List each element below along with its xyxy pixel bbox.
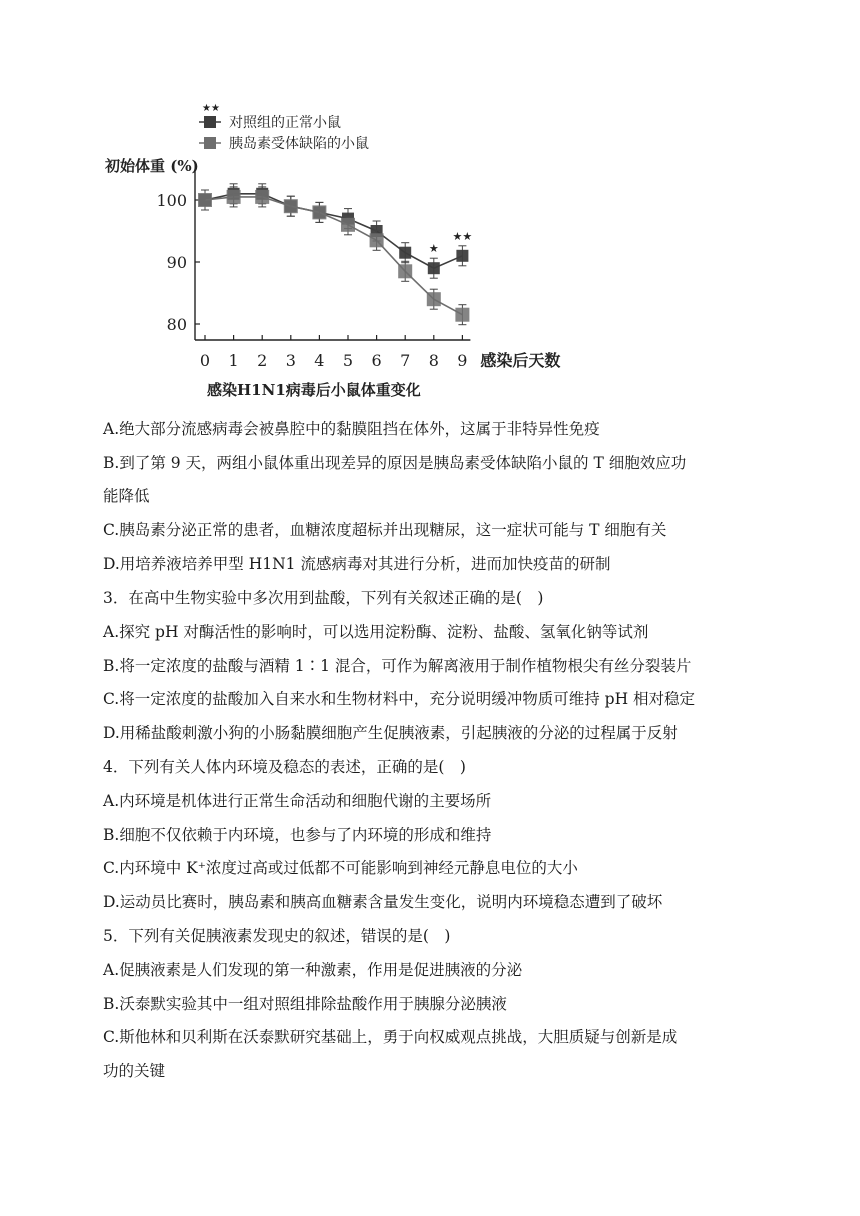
option-a-q2: A.绝大部分流感病毒会被鼻腔中的黏膜阻挡在体外，这属于非特异性免疫 — [103, 420, 600, 438]
data-point-series-0 — [399, 247, 411, 259]
option-a-q5: A.促胰液素是人们发现的第一种激素，作用是促进胰液的分泌 — [103, 961, 523, 979]
data-point-series-1 — [255, 190, 269, 204]
option-a-q3: A.探究 pH 对酶活性的影响时，可以选用淀粉酶、淀粉、盐酸、氢氧化钠等试剂 — [103, 623, 649, 641]
option-a-q4: A.内环境是机体进行正常生命活动和细胞代谢的主要场所 — [103, 792, 492, 810]
data-point-series-1 — [455, 308, 469, 322]
data-point-series-1 — [312, 205, 326, 219]
option-c-q2: C.胰岛素分泌正常的患者，血糖浓度超标并出现糖尿，这一症状可能与 T 细胞有关 — [103, 521, 667, 539]
x-axis-label: 感染后天数 — [480, 351, 561, 370]
data-point-series-1 — [198, 193, 212, 207]
question-4-stem: 4．下列有关人体内环境及稳态的表述，正确的是( ) — [103, 758, 466, 776]
series-line-1 — [205, 197, 462, 315]
option-c-q3: C.将一定浓度的盐酸加入自来水和生物材料中，充分说明缓冲物质可维持 pH 相对稳定 — [103, 690, 696, 708]
data-point-series-1 — [341, 218, 355, 232]
series-line-0 — [205, 194, 462, 268]
option-b-q5: B.沃泰默实验其中一组对照组排除盐酸作用于胰腺分泌胰液 — [103, 995, 507, 1013]
y-axis-label: 初始体重 (%) — [105, 157, 199, 175]
option-d-q3: D.用稀盐酸刺激小狗的小肠黏膜细胞产生促胰液素，引起胰液的分泌的过程属于反射 — [103, 724, 678, 742]
y-tick-label: 90 — [166, 253, 187, 272]
data-point-series-1 — [398, 264, 412, 278]
x-tick-label: 5 — [342, 351, 354, 370]
option-b-q4: B.细胞不仅依赖于内环境，也参与了内环境的形成和维持 — [103, 826, 492, 844]
x-tick-label: 1 — [228, 351, 239, 370]
data-point-series-1 — [370, 233, 384, 247]
data-point-series-1 — [227, 190, 241, 204]
weight-change-chart — [95, 95, 595, 415]
option-d-q4: D.运动员比赛时，胰岛素和胰高血糖素含量发生变化，说明内环境稳态遭到了破坏 — [103, 893, 663, 911]
legend-label-1: 胰岛素受体缺陷的小鼠 — [229, 136, 369, 152]
data-point-series-0 — [456, 250, 468, 262]
option-c-q5-cont: 功的关键 — [103, 1062, 166, 1080]
y-tick-label: 100 — [156, 191, 187, 210]
option-b-q2: B.到了第 9 天，两组小鼠体重出现差异的原因是胰岛素受体缺陷小鼠的 T 细胞效应功 — [103, 454, 687, 472]
x-tick-label: 4 — [314, 351, 325, 370]
x-tick-label: 8 — [428, 351, 439, 370]
option-c-q5: C.斯他林和贝利斯在沃泰默研究基础上，勇于向权威观点挑战，大胆质疑与创新是成 — [103, 1028, 678, 1046]
chart-title: 感染H1N1病毒后小鼠体重变化 — [207, 381, 421, 399]
option-c-q4: C.内环境中 K⁺浓度过高或过低都不可能影响到神经元静息电位的大小 — [103, 859, 578, 877]
option-b-q2-cont: 能降低 — [103, 487, 150, 505]
x-tick-label: 6 — [371, 351, 382, 370]
x-tick-label: 2 — [257, 351, 268, 370]
x-tick-label: 0 — [199, 351, 211, 370]
legend-label-0: 对照组的正常小鼠 — [229, 115, 341, 131]
data-point-series-0 — [428, 262, 440, 274]
x-tick-label: 3 — [285, 351, 296, 370]
significance-stars: ★ — [428, 242, 439, 256]
legend-stars: ★★ — [202, 103, 220, 114]
y-tick-label: 80 — [166, 315, 187, 334]
question-3-stem: 3．在高中生物实验中多次用到盐酸，下列有关叙述正确的是( ) — [103, 589, 544, 607]
significance-stars: ★★ — [452, 229, 473, 243]
question-5-stem: 5．下列有关促胰液素发现史的叙述，错误的是( ) — [103, 927, 451, 945]
legend-marker-0 — [204, 116, 216, 128]
option-d-q2: D.用培养液培养甲型 H1N1 流感病毒对其进行分析，进而加快疫苗的研制 — [103, 555, 611, 573]
data-point-series-1 — [427, 292, 441, 306]
x-tick-label: 7 — [400, 351, 411, 370]
x-tick-label: 9 — [457, 351, 468, 370]
legend-marker-1 — [204, 137, 216, 149]
data-point-series-1 — [284, 199, 298, 213]
option-b-q3: B.将一定浓度的盐酸与酒精 1∶1 混合，可作为解离液用于制作植物根尖有丝分裂装片 — [103, 657, 692, 675]
